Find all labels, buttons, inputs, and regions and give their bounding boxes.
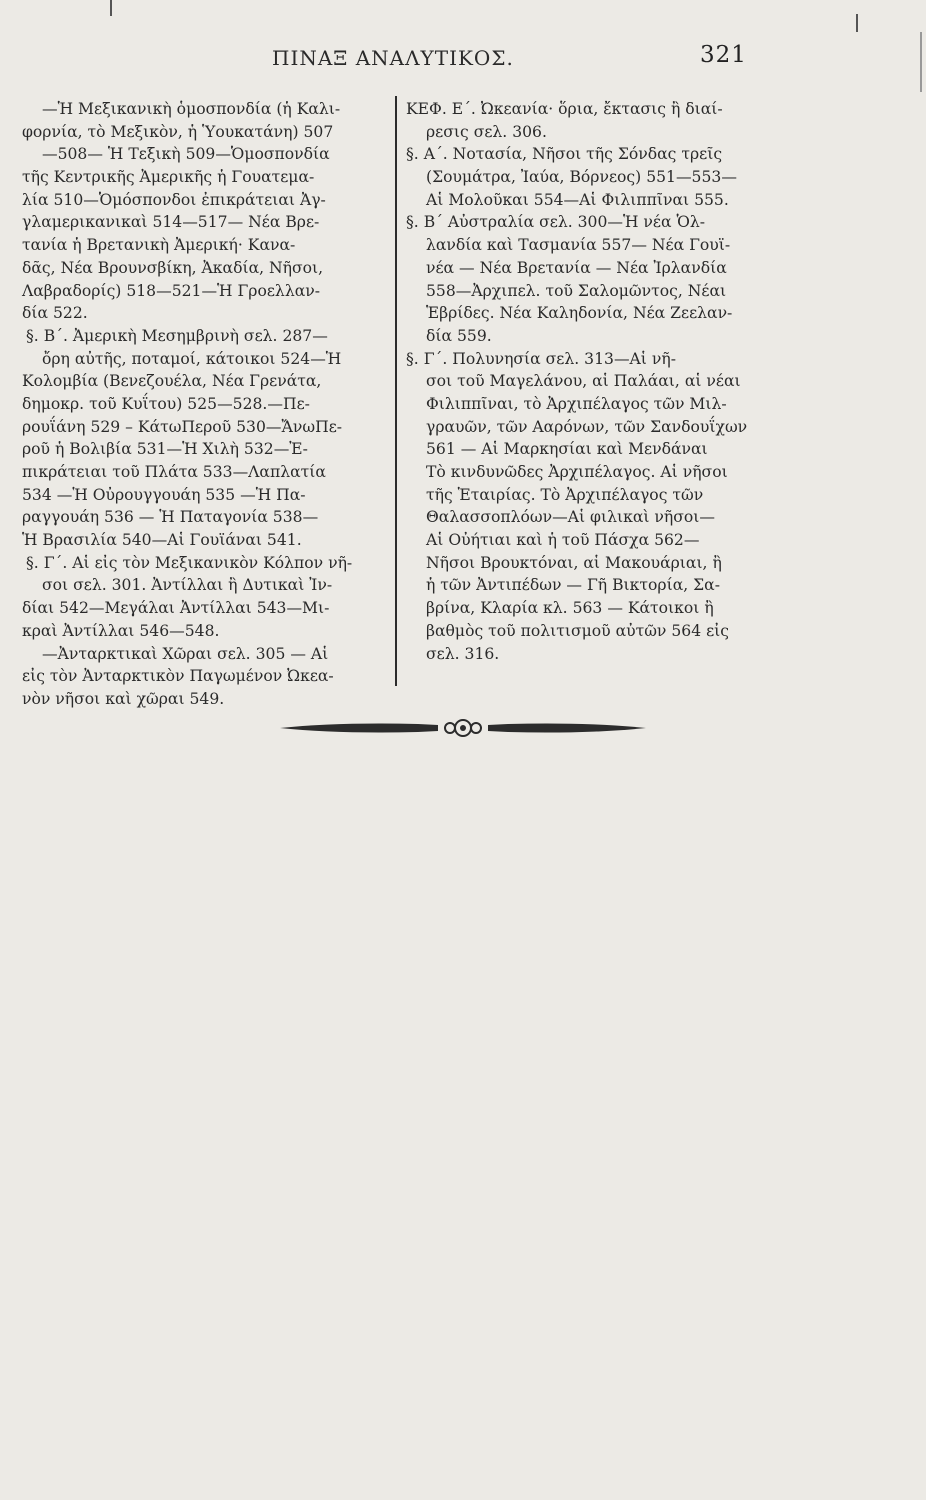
- left-line: λία 510—Ὁμόσπονδοι ἐπικράτειαι Ἀγ-: [22, 190, 326, 209]
- left-line: πικράτειαι τοῦ Πλάτα 533—Λαπλατία: [22, 463, 326, 481]
- right-line: Ἑβρίδες. Νέα Καληδονία, Νέα Ζεελαν-: [426, 304, 733, 323]
- left-line: ροῦ ἡ Βολιβία 531—Ἡ Χιλὴ 532—Ἐ-: [22, 440, 308, 459]
- left-line: τῆς Κεντρικῆς Ἀμερικῆς ἡ Γουατεμα-: [22, 168, 315, 187]
- column-divider: [395, 96, 397, 686]
- right-line: λανδία καὶ Τασμανία 557— Νέα Γουϊ-: [426, 236, 731, 255]
- right-line: §. Β΄ Αὐστραλία σελ. 300—Ἡ νέα Ὁλ-: [406, 213, 706, 232]
- left-line: —Ἀνταρκτικαὶ Χῶραι σελ. 305 — Αἱ: [42, 644, 329, 663]
- right-line: δία 559.: [426, 326, 492, 345]
- right-line: νέα — Νέα Βρετανία — Νέα Ἰρλανδία: [426, 258, 727, 277]
- right-line: βαθμὸς τοῦ πολιτισμοῦ αὐτῶν 564 εἰς: [426, 621, 730, 640]
- left-line: κραὶ Ἀντίλλαι 546—548.: [22, 621, 220, 640]
- page-number: 321: [700, 42, 747, 68]
- right-line: §. Γ΄. Πολυνησία σελ. 313—Αἱ νῆ-: [406, 349, 676, 368]
- scan-mark-top-left: [110, 0, 112, 16]
- right-line: ἡ τῶν Ἀντιπέδων — Γῆ Βικτορία, Σα-: [426, 576, 720, 595]
- left-line: Λαβραδορίς) 518—521—Ἡ Γροελλαν-: [22, 281, 320, 300]
- left-line: γλαμερικανικαὶ 514—517— Νέα Βρε-: [22, 213, 320, 232]
- left-line: §. Β΄. Ἀμερικὴ Μεσημβρινὴ σελ. 287—: [26, 326, 328, 345]
- left-line: νὸν νῆσοι καὶ χῶραι 549.: [22, 689, 225, 708]
- right-line: γραυῶν, τῶν Ααρόνων, τῶν Σανδουΐχων: [426, 417, 748, 436]
- right-line: σελ. 316.: [426, 644, 500, 663]
- left-line: εἰς τὸν Ἀνταρκτικὸν Παγωμένον Ὠκεα-: [22, 667, 334, 686]
- scan-mark-top-right: [856, 14, 858, 32]
- left-line: δημοκρ. τοῦ Κυΐτου) 525—528.—Πε-: [22, 394, 310, 413]
- right-line: Αἱ Οὐήτιαι καὶ ἡ τοῦ Πάσχα 562—: [426, 531, 700, 550]
- left-column: [22, 98, 384, 711]
- left-line: δία 522.: [22, 304, 88, 323]
- right-line: §. Α΄. Νοτασία, Νῆσοι τῆς Σόνδας τρεῖς: [406, 145, 723, 164]
- left-line: δίαι 542—Μεγάλαι Ἀντίλλαι 543—Μι-: [22, 599, 330, 618]
- left-line: 534 —Ἡ Οὐρουγγουάη 535 —Ἡ Πα-: [22, 485, 306, 504]
- right-line: Νῆσοι Βρουκτόναι, αἱ Μακουάριαι, ἢ: [426, 553, 722, 572]
- left-line: ραγγουάη 536 — Ἡ Παταγονία 538—: [22, 508, 319, 527]
- right-line: σοι τοῦ Μαγελάνου, αἱ Παλάαι, αἱ νέαι: [426, 372, 741, 391]
- right-column: [406, 98, 758, 665]
- decorative-rule-ornament: [278, 716, 648, 740]
- left-line: —Ἡ Μεξικανικὴ ὁμοσπονδία (ἡ Καλι-: [42, 100, 341, 118]
- right-line: Θαλασσοπλόων—Αἱ φιλικαὶ νῆσοι—: [426, 508, 715, 527]
- right-line: (Σουμάτρα, Ἰαύα, Βόρνεος) 551—553—: [426, 168, 737, 187]
- right-line: Φιλιππῖναι, τὸ Ἀρχιπέλαγος τῶν Μιλ-: [426, 394, 727, 413]
- right-line: ρεσις σελ. 306.: [426, 122, 547, 141]
- right-line: 558—Ἀρχιπελ. τοῦ Σαλομῶντος, Νέαι: [426, 281, 727, 300]
- scan-mark-right-edge: [920, 32, 922, 92]
- right-line: Τὸ κινδυνῶδες Ἀρχιπέλαγος. Αἱ νῆσοι: [426, 463, 728, 481]
- left-line: φορνία, τὸ Μεξικὸν, ἡ Ὑουκατάνη) 507: [22, 122, 334, 141]
- left-line: Κολομβία (Βενεζουέλα, Νέα Γρενάτα,: [22, 372, 322, 391]
- left-line: δᾶς, Νέα Βρουνσβίκη, Ἀκαδία, Νῆσοι,: [22, 258, 324, 277]
- right-line: βρίνα, Κλαρία κλ. 563 — Κάτοικοι ἢ: [426, 599, 714, 618]
- left-line: σοι σελ. 301. Ἀντίλλαι ἢ Δυτικαὶ Ἰν-: [42, 576, 333, 595]
- right-line: τῆς Ἑταιρίας. Τὸ Ἀρχιπέλαγος τῶν: [426, 485, 704, 504]
- left-line: Ἡ Βρασιλία 540—Αἱ Γουϊάναι 541.: [22, 531, 302, 550]
- right-line: 561 — Αἱ Μαρκησίαι καὶ Μενδάναι: [426, 440, 708, 459]
- page-title: ΠΙΝΑΞ ΑΝΑΛΥΤΙΚΟΣ.: [272, 46, 514, 70]
- left-line: —508— Ἡ Τεξικὴ 509—Ὁμοσπονδία: [42, 145, 330, 164]
- left-line: τανία ἡ Βρετανικὴ Ἀμερική· Κανα-: [22, 236, 296, 255]
- left-line: ὄρη αὐτῆς, ποταμοί, κάτοικοι 524—Ἡ: [42, 349, 342, 368]
- left-line: ρουΐάνη 529 – ΚάτωΠεροῦ 530—ἌνωΠε-: [22, 417, 343, 436]
- left-line: §. Γ΄. Αἱ εἰς τὸν Μεξικανικὸν Κόλπον νῆ-: [26, 553, 353, 572]
- right-line: ΚΕΦ. Ε΄. Ὠκεανία· ὅρια, ἔκτασις ἢ διαί-: [406, 100, 723, 118]
- right-line: Αἱ Μολοῦκαι 554—Αἱ Φιλιππῖναι 555.: [426, 190, 729, 209]
